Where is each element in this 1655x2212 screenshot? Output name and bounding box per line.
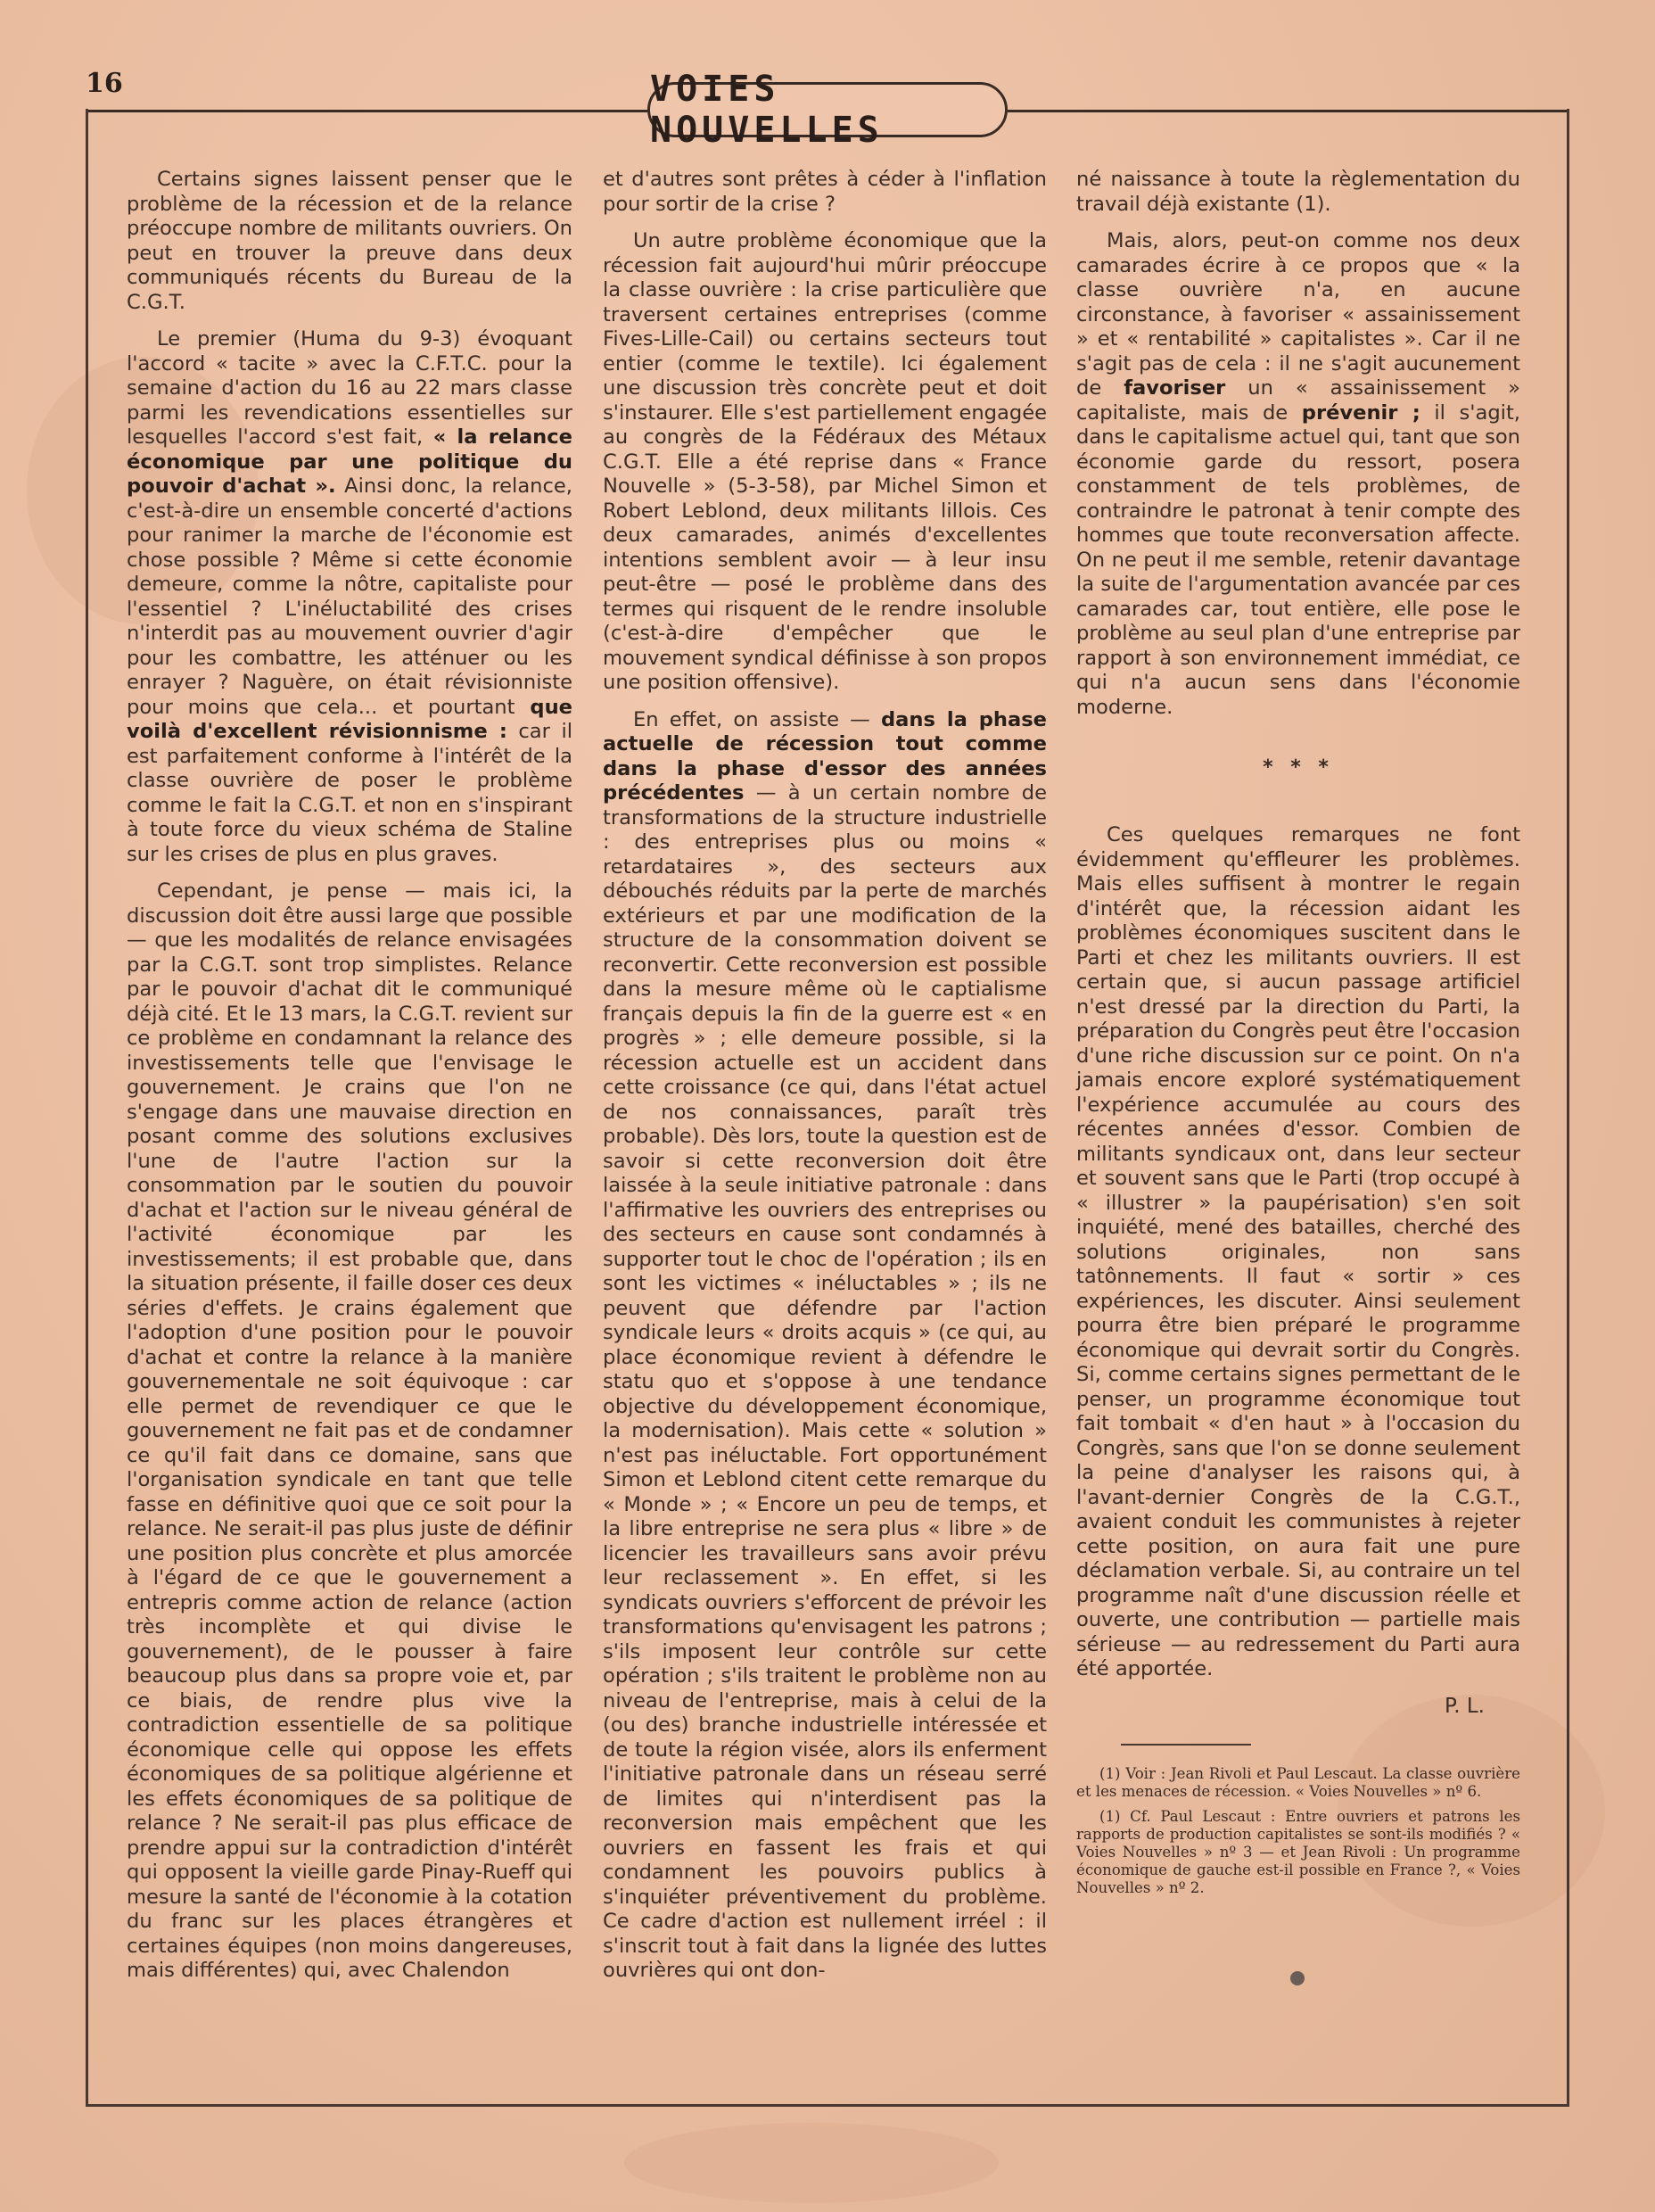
paragraph: né naissance à toute la règlementation du travail déjà existante (1).: [1076, 168, 1520, 216]
paragraph: et d'autres sont prêtes à céder à l'inflation pour sortir de la crise ?: [603, 168, 1047, 216]
paragraph: Ces quelques remarques ne font évidemment qu'effleurer les problèmes. Mais elles suffisent à montrer le regain d'intérêt que, la récession aidant les problèmes économiques suscitent dans le Parti et chez les militants ouvriers. Il est certain que, si aucun passage artificiel n'est dressé par la direction du Parti, la préparation du Congrès peut être l'occasion d'une riche discussion sur ce point. On n'a jamais encore exploré systématiquement l'expérience accumulée au cours des récentes années d'essor. Combien de militants syndicaux ont, dans leur secteur et souvent sans que le Parti (trop occupé à « illustrer » la paupérisation) s'en soit inquiété, mené des batailles, cherché des solutions originales, non sans tatônnements. Il faut « sortir » ces expériences, les discuter. Ainsi seulement pourra être bien préparé le programme économique qui devrait sortir du Congrès. Si, comme certains signes permettant de le penser, un programme économique tout fait tombait « d'en haut » à l'occasion du Congrès, sans que l'on se donne seulement la peine d'analyser les raisons qui, à l'avant-dernier Congrès de la C.G.T., avaient conduit les communistes à rejeter cette position, on aura fait une pure déclamation verbale. Si, au contraire un tel programme naît d'une discussion réelle et ouverte, une contribution — partielle mais sérieuse — au redressement du Parti aura été apportée.: [1076, 823, 1520, 1680]
page-number: 16: [86, 68, 123, 99]
paragraph: En effet, on assiste — dans la phase actuelle de récession tout comme dans la phase d'essor des années précédentes — à un certain nombre de transformations de la structure industrielle : des entreprises plus ou moins « retardataires », des secteurs aux débouchés réduits par la perte de marchés extérieurs et par une modification de la structure de la consommation doivent se reconvertir. Cette reconversion est possible dans la mesure même où le captialisme français depuis la fin de la guerre est « en progrès » ; elle demeure possible, si la récession actuelle est un accident dans cette croissance (ce qui, dans l'état actuel de nos connaissances, paraît très probable). Dès lors, toute la question est de savoir si cette reconversion doit être laissée à la seule initiative patronale : dans l'affirmative les ouvriers des entreprises ou des secteurs en cause sont condamnés à supporter tout le choc de l'opération ; ils en sont les victimes « inéluctables » ; ils ne peuvent que défendre par l'action syndicale leurs « droits acquis » (ce qui, au place économique revient à défendre le statu quo et s'oppose à une tendance objective du développement économique, la modernisation). Mais cette « solution » n'est pas inéluctable. Fort opportunément Simon et Leblond citent cette remarque du « Monde » ; « Encore un peu de temps, et la libre entreprise ne sera plus « libre » de licencier les travailleurs sans avoir prévu leur reclassement ». En effet, si les syndicats ouvriers s'efforcent de prévoir les transformations qu'envisagent les patrons ; s'ils imposent leur contrôle sur cette opération ; s'ils traitent le problème non au niveau de l'entreprise, mais à celui de la (ou des) branche industrielle intéressée et de toute la région visée, alors ils enferment l'initiative patronale dans un réseau serré de limites qui n'interdisent pas la reconversion mais empêchent que les ouvriers en fassent les frais et qui condamnent les pouvoirs publics à s'inquiéter préventivement du problème. Ce cadre d'action est nullement irréel : il s'inscrit tout à fait dans la lignée des luttes ouvrières qui ont don-: [603, 707, 1047, 1982]
footnote: (1) Cf. Paul Lescaut : Entre ouvriers et patrons les rapports de production capitalistes se sont-ils modifiés ? « Voies Nouvelles » nº 3 — et Jean Rivoli : Un programme économique de gauche est-il possible en France ?, « Voies Nouvelles » nº 2.: [1076, 1808, 1520, 1896]
bold-phrase: dans la phase actuelle de récession tout comme dans la phase d'essor des années précédentes: [603, 707, 1047, 805]
footnote: (1) Voir : Jean Rivoli et Paul Lescaut. La classe ouvrière et les menaces de récession. « Voies Nouvelles » nº 6.: [1076, 1765, 1520, 1800]
article-column-2: [603, 168, 1047, 1984]
footnote-rule: [1121, 1744, 1251, 1746]
paragraph: Mais, alors, peut-on comme nos deux camarades écrire à ce propos que « la classe ouvrière n'a, en aucune circonstance, à favoriser « assainissement » et « rentabilité » capitalistes ». Car il ne s'agit pas de cela : il ne s'agit aucunement de favoriser un « assainissement » capitaliste, mais de prévenir ; il s'agit, dans le capitalisme actuel qui, tant que son économie garde du ressort, posera constamment de tels problèmes, de contraindre le patronat à tenir compte des hommes que toute reconversation affecte. On ne peut il me semble, retenir davantage la suite de l'argumentation avancée par ces camarades car, tout entière, elle pose le problème au seul plan d'une entreprise par rapport à son environnement immédiat, ce qui n'a aucun sens dans l'économie moderne.: [1076, 229, 1520, 719]
paper-stain: [624, 2123, 999, 2203]
article-column-1: [127, 168, 572, 1984]
bold-phrase: que voilà d'excellent révisionnisme :: [127, 695, 572, 743]
paragraph: Cependant, je pense — mais ici, la discussion doit être aussi large que possible — que les modalités de relance envisagées par la C.G.T. sont trop simplistes. Relance par le pouvoir d'achat dit le communiqué déjà cité. Et le 13 mars, la C.G.T. revient sur ce problème en condamnant la relance des investissements telle que l'envisage le gouvernement. Je crains que l'on ne s'engage dans une mauvaise direction en posant comme des solutions exclusives l'une de l'autre l'action sur la consommation par le soutien du pouvoir d'achat et l'action sur le niveau général de l'activité économique par les investissements; il est probable que, dans la situation présente, il faille doser ces deux séries d'effets. Je crains également que l'adoption d'une position pour le pouvoir d'achat et contre la relance à la manière gouvernementale ne soit équivoque : car elle permet de revendiquer ce que le gouvernement ne fait pas et de condamner ce qu'il fait dans ce domaine, sans que l'organisation syndicale en tant que telle fasse en définitive quoi que ce soit pour la relance. Ne serait-il pas plus juste de définir une position plus concrète et plus amorcée à l'égard de ce que le gouvernement a entrepris comme action de relance (action très incomplète et qui divise le gouvernement), de le pousser à faire beaucoup plus dans sa propre voie et, par ce biais, de rendre plus vive la contradiction essentielle de sa politique économique celle qui oppose les effets économiques de sa politique algérienne et les effets économiques de sa politique de relance ? Ne serait-il pas plus efficace de prendre appui sur la contradiction d'intérêt qui opposent la vieille garde Pinay-Rueff qui mesure la santé de l'économie à la cotation du franc sur les places étrangères et certaines équipes (non moins dangereuses, mais différentes) qui, avec Chalendon: [127, 879, 572, 1982]
article-column-3: [1076, 168, 1520, 1904]
masthead-title: VOIES NOUVELLES: [647, 82, 1008, 137]
bold-word: prévenir ;: [1301, 400, 1420, 425]
bold-quote: « la relance économique par une politique du pouvoir d'achat ».: [127, 425, 572, 498]
author-signature: P. L.: [1444, 1694, 1485, 1718]
dot-ornament: [1290, 1971, 1305, 1985]
paragraph: Le premier (Huma du 9-3) évoquant l'accord « tacite » avec la C.F.T.C. pour la semaine d'action du 16 au 22 mars classe parmi les revendications essentielles sur lesquelles l'accord s'est fait, « la relance économique par une politique du pouvoir d'achat ». Ainsi donc, la relance, c'est-à-dire un ensemble concerté d'actions pour ranimer la marche de l'économie est chose possible ? Même si cette économie demeure, comme la nôtre, capitaliste pour l'essentiel ? L'inéluctabilité des crises n'interdit pas au mouvement ouvrier d'agir pour les combattre, les atténuer ou les enrayer ? Naguère, on était révisionniste pour moins que cela... et pourtant que voilà d'excellent révisionnisme : car il est parfaitement conforme à l'intérêt de la classe ouvrière de poser le problème comme le fait la C.G.T. et non en s'inspirant à toute force du vieux schéma de Staline sur les crises de plus en plus graves.: [127, 327, 572, 866]
bold-word: favoriser: [1124, 376, 1226, 400]
paragraph: Un autre problème économique que la récession fait aujourd'hui mûrir préoccupe la classe ouvrière : la crise particulière que traversent certaines entreprises (comme Fives-Lille-Cail) ou certains secteurs tout entier (comme le textile). Ici également une discussion très concrète peut et doit s'instaurer. Elle s'est partiellement engagée au congrès de la Fédéraux des Métaux C.G.T. Elle a été reprise dans « France Nouvelle » (5-3-58), par Michel Simon et Robert Leblond, deux militants lillois. Ces deux camarades, animés d'excellentes intentions semblent avoir — à leur insu peut-être — posé le problème dans des termes qui risquent de le rendre insoluble (c'est-à-dire d'empêcher que le mouvement syndical définisse à son propos une position offensive).: [603, 229, 1047, 694]
section-separator: * * *: [1263, 756, 1334, 779]
paragraph: Certains signes laissent penser que le problème de la récession et de la relance préoccupe nombre de militants ouvriers. On peut en trouver la preuve dans deux communiqués récents du Bureau de la C.G.T.: [127, 168, 572, 314]
